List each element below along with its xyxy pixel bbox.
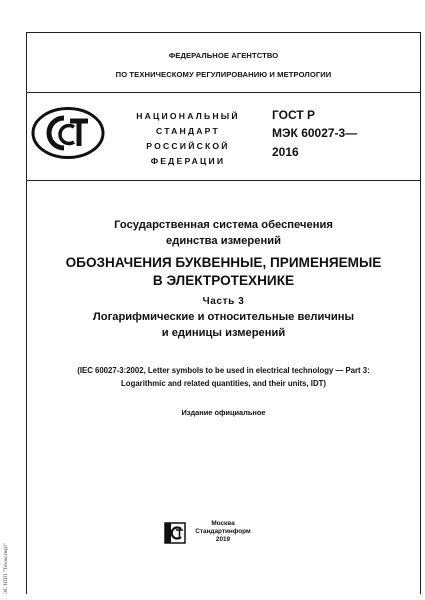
- system-title-line-1: Государственная система обеспечения: [114, 219, 333, 231]
- part-number: Часть 3: [202, 296, 245, 307]
- iec-reference-line-1: (IEC 60027-3:2002, Letter symbols to be used in electrical technology — Part 3:: [77, 366, 370, 375]
- part-title-line-1: Логарифмические и относительные величины: [92, 311, 355, 323]
- system-title-line-2: единства измерений: [166, 235, 281, 247]
- designation-line-2: МЭК 60027-3—: [272, 126, 358, 140]
- edition-label: Издание официальное: [181, 408, 266, 417]
- header-divider: [26, 92, 421, 93]
- part-title-line-2: и единицы измерений: [161, 327, 286, 339]
- agency-line-1: ФЕДЕРАЛЬНОЕ АГЕНТСТВО: [168, 51, 279, 60]
- margin-watermark: [3, 524, 13, 594]
- national-line-2: СТАНДАРТ: [156, 126, 220, 136]
- margin-watermark-text: ЭС НПП "Техэксперт": [3, 542, 9, 594]
- agency-line-2: ПО ТЕХНИЧЕСКОМУ РЕГУЛИРОВАНИЮ И МЕТРОЛОГИИ: [115, 70, 332, 79]
- publisher-year: 2019: [215, 536, 231, 543]
- national-line-3: РОССИЙСКОЙ: [146, 141, 230, 151]
- main-title-line-2: В ЭЛЕКТРОТЕХНИКЕ: [152, 273, 295, 288]
- standard-block-divider: [26, 180, 421, 181]
- national-line-4: ФЕДЕРАЦИИ: [150, 156, 226, 166]
- main-title-line-1: ОБОЗНАЧЕНИЯ БУКВЕННЫЕ, ПРИМЕНЯЕМЫЕ: [65, 255, 382, 270]
- gost-r-certification-mark-icon: [30, 106, 106, 160]
- iec-reference-line-2: Logarithmic and related quantities, and their units, IDT): [121, 379, 326, 388]
- designation-line-1: ГОСТ Р: [272, 108, 316, 122]
- standartinform-logo-icon: [164, 522, 186, 544]
- publisher-city: Москва: [211, 520, 235, 527]
- publisher-name: Стандартинформ: [195, 528, 251, 535]
- designation-line-3: 2016: [272, 145, 299, 159]
- national-line-1: НАЦИОНАЛЬНЫЙ: [136, 111, 240, 121]
